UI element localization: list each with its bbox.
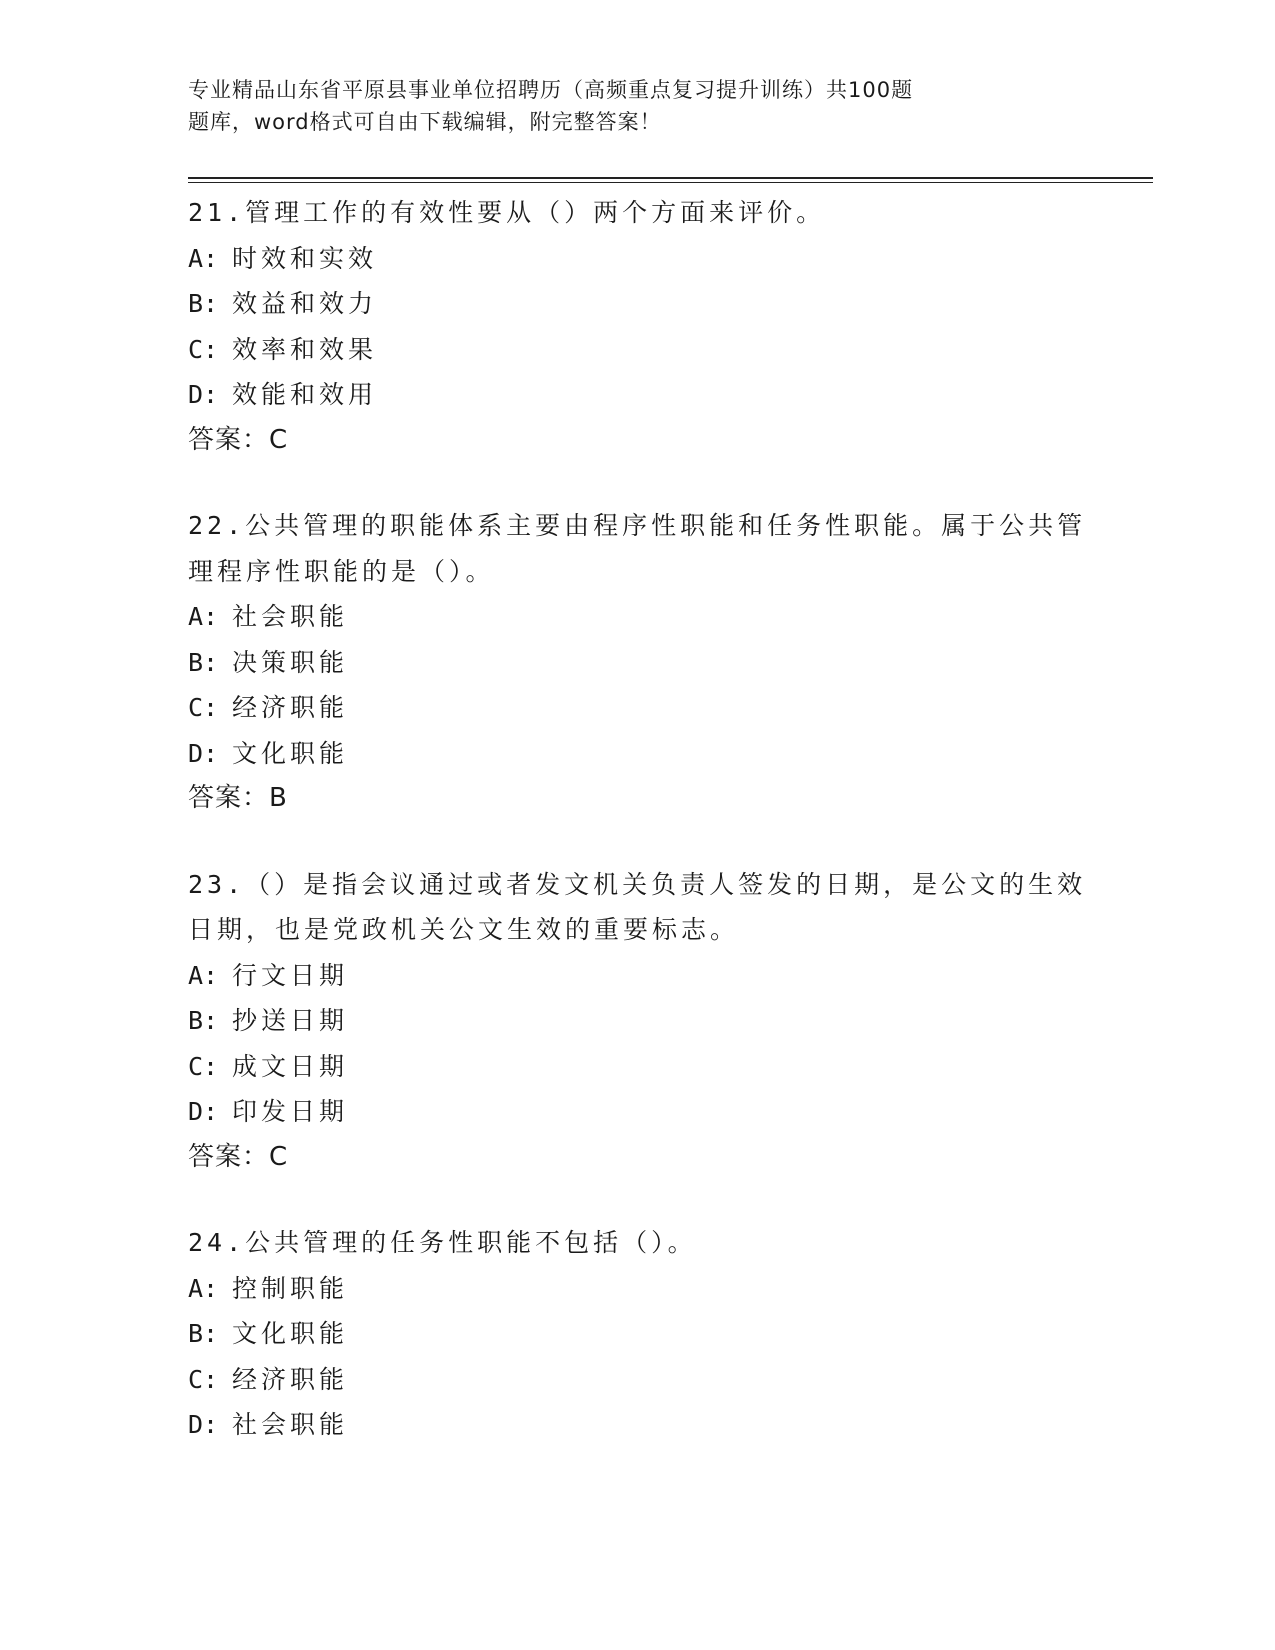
answer-option bbox=[188, 1311, 1088, 1357]
option-text: 效益和效力 bbox=[232, 289, 378, 318]
header-divider-thin bbox=[188, 182, 1153, 183]
option-text: 社会职能 bbox=[232, 602, 349, 631]
option-text: 经济职能 bbox=[232, 1364, 349, 1394]
option-text: 文化职能 bbox=[232, 1319, 349, 1348]
answer-option bbox=[188, 640, 1088, 686]
question-stem bbox=[188, 190, 1088, 236]
option-key: A: bbox=[188, 960, 219, 990]
question-block bbox=[188, 503, 1088, 822]
header-line-2: 题库，word格式可自由下载编辑，附完整答案！ bbox=[188, 110, 662, 134]
answer-option bbox=[188, 1089, 1088, 1135]
option-text: 抄送日期 bbox=[232, 1006, 349, 1035]
header-divider-thick bbox=[188, 177, 1153, 179]
answer-option bbox=[188, 327, 1088, 373]
answer-option bbox=[188, 998, 1088, 1044]
option-text: 时效和实效 bbox=[232, 243, 378, 273]
option-key: A: bbox=[188, 602, 219, 631]
answer-option bbox=[188, 1402, 1088, 1448]
header-line-1: 专业精品山东省平原县事业单位招聘历（高频重点复习提升训练）共100题 bbox=[188, 78, 914, 102]
option-text: 文化职能 bbox=[232, 738, 349, 768]
answer-option bbox=[188, 685, 1088, 731]
answer-option bbox=[188, 1044, 1088, 1090]
answer-label: 答案：C bbox=[188, 424, 289, 455]
question-stem-line: 22.公共管理的职能体系主要由程序性职能和任务性职能。属于公共管 bbox=[188, 511, 1087, 540]
option-key: B: bbox=[188, 647, 219, 677]
option-key: C: bbox=[188, 334, 219, 364]
document-header bbox=[188, 74, 1068, 138]
question-stem-line: 23.（）是指会议通过或者发文机关负责人签发的日期，是公文的生效 bbox=[188, 869, 1087, 899]
option-text: 社会职能 bbox=[232, 1410, 349, 1439]
answer-option bbox=[188, 594, 1088, 640]
option-text: 行文日期 bbox=[232, 960, 349, 990]
option-key: C: bbox=[188, 1051, 219, 1081]
option-key: B: bbox=[188, 289, 219, 318]
option-key: C: bbox=[188, 1364, 219, 1394]
option-text: 印发日期 bbox=[232, 1097, 349, 1126]
option-text: 效能和效用 bbox=[232, 380, 378, 409]
question-stem-line: 24.公共管理的任务性职能不包括（）。 bbox=[188, 1228, 697, 1257]
question-stem-line: 日期，也是党政机关公文生效的重要标志。 bbox=[188, 915, 740, 944]
answer-label: 答案：B bbox=[188, 783, 288, 813]
answer-option bbox=[188, 372, 1088, 418]
question-block bbox=[188, 862, 1088, 1181]
question-stem bbox=[188, 503, 1088, 594]
option-key: D: bbox=[188, 380, 219, 409]
answer-option bbox=[188, 953, 1088, 999]
option-key: A: bbox=[188, 1273, 219, 1303]
answer-option bbox=[188, 1266, 1088, 1312]
question-stem-line: 理程序性职能的是（）。 bbox=[188, 556, 495, 586]
question-block bbox=[188, 1220, 1088, 1448]
answer-option bbox=[188, 731, 1088, 777]
answer-option bbox=[188, 1357, 1088, 1403]
option-text: 决策职能 bbox=[232, 647, 349, 677]
option-key: B: bbox=[188, 1006, 219, 1035]
option-text: 经济职能 bbox=[232, 693, 349, 722]
answer-option bbox=[188, 236, 1088, 282]
question-stem-line: 21.管理工作的有效性要从（）两个方面来评价。 bbox=[188, 198, 826, 227]
question-block bbox=[188, 190, 1088, 463]
option-key: D: bbox=[188, 1097, 219, 1126]
option-text: 效率和效果 bbox=[232, 334, 378, 364]
answer-option bbox=[188, 281, 1088, 327]
option-key: C: bbox=[188, 693, 219, 722]
option-text: 成文日期 bbox=[232, 1051, 349, 1081]
option-key: A: bbox=[188, 243, 219, 273]
option-text: 控制职能 bbox=[232, 1273, 349, 1303]
option-key: D: bbox=[188, 738, 219, 768]
question-list bbox=[188, 190, 1088, 1488]
answer-label: 答案：C bbox=[188, 1141, 289, 1172]
option-key: B: bbox=[188, 1319, 219, 1348]
option-key: D: bbox=[188, 1410, 219, 1439]
question-stem bbox=[188, 1220, 1088, 1266]
question-stem bbox=[188, 862, 1088, 953]
